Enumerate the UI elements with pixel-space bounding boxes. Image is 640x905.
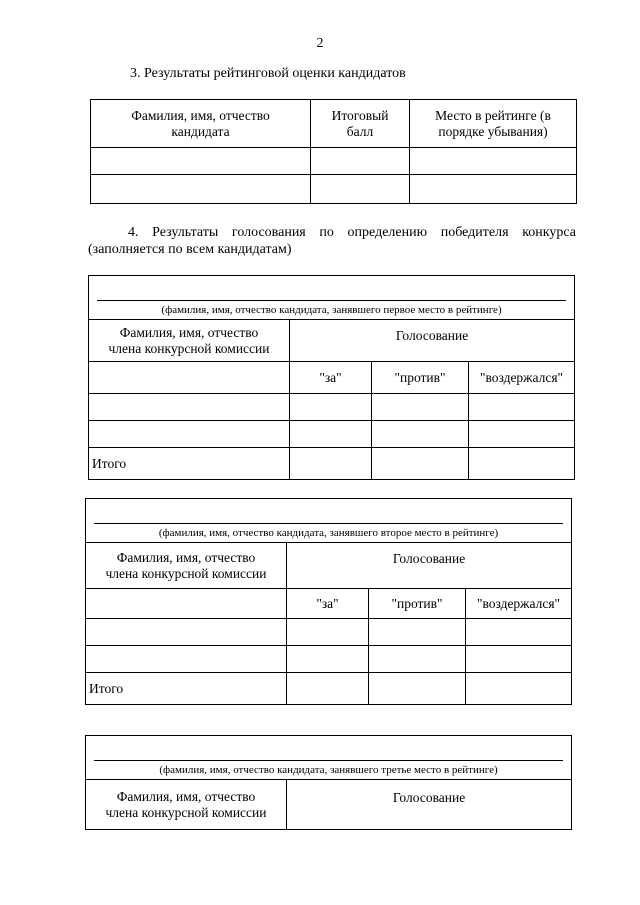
empty-cell[interactable] xyxy=(369,619,466,646)
candidate-caption: (фамилия, имя, отчество кандидата, занявшего первое место в рейтинге) xyxy=(161,304,502,316)
empty-cell[interactable] xyxy=(466,646,572,673)
empty-cell[interactable] xyxy=(372,421,469,448)
candidate-caption: (фамилия, имя, отчество кандидата, занявшего второе место в рейтинге) xyxy=(158,527,499,539)
vote-header: Голосование xyxy=(290,320,575,362)
vote-table-third xyxy=(85,735,572,830)
empty-cell[interactable] xyxy=(410,148,577,175)
table-row xyxy=(86,619,572,646)
empty-cell[interactable] xyxy=(372,394,469,421)
candidate-name-field[interactable] xyxy=(86,499,572,543)
option-for: "за" xyxy=(287,589,369,619)
empty-cell[interactable] xyxy=(369,646,466,673)
total-label: Итого xyxy=(86,673,287,705)
option-against: "против" xyxy=(369,589,466,619)
name-underline xyxy=(97,300,566,301)
empty-cell[interactable] xyxy=(91,175,311,204)
section4-heading: 4. Результаты голосования по определению победителя конкурса (заполняется по всем кандидатам) xyxy=(88,225,576,257)
table-row xyxy=(91,148,577,175)
empty-cell[interactable] xyxy=(372,448,469,480)
empty-cell[interactable] xyxy=(369,673,466,705)
empty-cell[interactable] xyxy=(311,148,410,175)
candidate-name-field[interactable] xyxy=(86,736,572,780)
table-row xyxy=(89,394,575,421)
candidate-caption: (фамилия, имя, отчество кандидата, занявшего третье место в рейтинге) xyxy=(159,764,498,776)
empty-cell[interactable] xyxy=(86,589,287,619)
page-number: 2 xyxy=(316,36,324,51)
empty-cell[interactable] xyxy=(290,421,372,448)
empty-cell[interactable] xyxy=(91,148,311,175)
option-against: "против" xyxy=(372,362,469,394)
empty-cell[interactable] xyxy=(311,175,410,204)
empty-cell[interactable] xyxy=(89,421,290,448)
option-abstain: "воздержался" xyxy=(469,362,575,394)
candidate-name-field[interactable] xyxy=(89,276,575,320)
option-abstain: "воздержался" xyxy=(466,589,572,619)
empty-cell[interactable] xyxy=(86,619,287,646)
empty-cell[interactable] xyxy=(290,394,372,421)
col-candidate-name: Фамилия, имя, отчество кандидата xyxy=(91,100,311,148)
table-row xyxy=(91,175,577,204)
name-underline xyxy=(94,760,563,761)
col-total-score: Итоговый балл xyxy=(311,100,410,148)
section3-heading: 3. Результаты рейтинговой оценки кандидатов xyxy=(130,66,406,81)
vote-table-second xyxy=(85,498,572,705)
table-row xyxy=(86,646,572,673)
empty-cell[interactable] xyxy=(469,421,575,448)
member-header: Фамилия, имя, отчество члена конкурсной комиссии xyxy=(86,780,287,830)
member-header: Фамилия, имя, отчество члена конкурсной комиссии xyxy=(89,320,290,362)
rating-table xyxy=(90,99,577,204)
member-header: Фамилия, имя, отчество члена конкурсной комиссии xyxy=(86,543,287,589)
vote-header: Голосование xyxy=(287,543,572,589)
table-row xyxy=(89,421,575,448)
empty-cell[interactable] xyxy=(469,448,575,480)
empty-cell[interactable] xyxy=(86,646,287,673)
option-for: "за" xyxy=(290,362,372,394)
empty-cell[interactable] xyxy=(466,673,572,705)
empty-cell[interactable] xyxy=(287,673,369,705)
empty-cell[interactable] xyxy=(287,619,369,646)
total-label: Итого xyxy=(89,448,290,480)
empty-cell[interactable] xyxy=(89,362,290,394)
empty-cell[interactable] xyxy=(410,175,577,204)
empty-cell[interactable] xyxy=(89,394,290,421)
empty-cell[interactable] xyxy=(466,619,572,646)
name-underline xyxy=(94,523,563,524)
empty-cell[interactable] xyxy=(287,646,369,673)
empty-cell[interactable] xyxy=(469,394,575,421)
vote-table-first xyxy=(88,275,575,480)
col-rating-place: Место в рейтинге (в порядке убывания) xyxy=(410,100,577,148)
vote-header: Голосование xyxy=(287,780,572,830)
empty-cell[interactable] xyxy=(290,448,372,480)
